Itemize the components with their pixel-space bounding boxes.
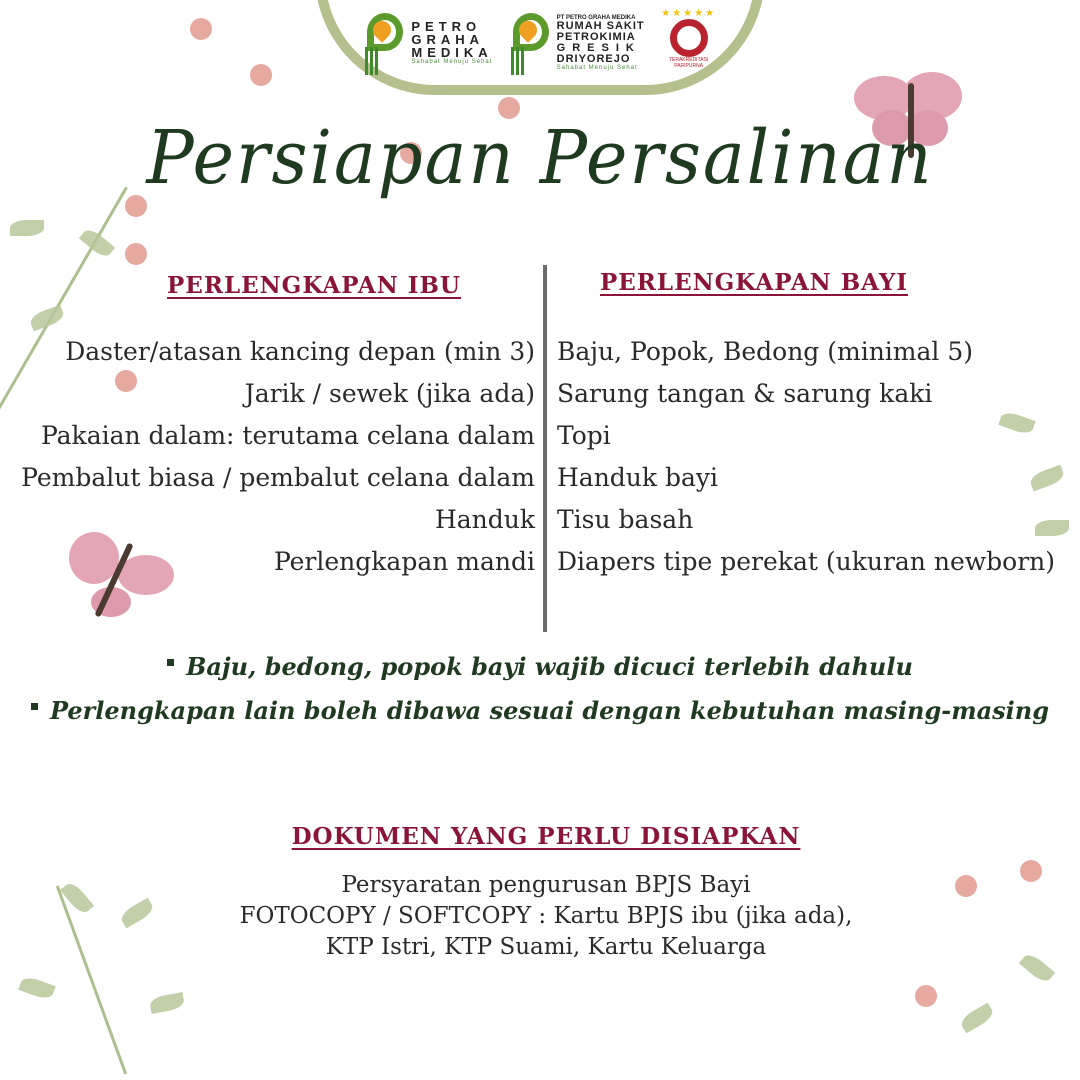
bullet-icon [167, 659, 174, 666]
logo-text: RUMAH SAKIT [556, 19, 645, 32]
logo-bar [325, 0, 755, 85]
accreditation-logo [659, 8, 719, 78]
list-item: Handuk [434, 505, 535, 534]
dokumen-line: Persyaratan pengurusan BPJS Bayi [341, 872, 751, 898]
list-item: Baju, Popok, Bedong (minimal 5) [557, 337, 974, 366]
leaf-decoration [10, 220, 44, 236]
pgm-mark-icon [361, 11, 405, 75]
note-text: Baju, bedong, popok bayi wajib dicuci terlebih dahulu [186, 652, 913, 681]
logo-tagline: Sahabat Menuju Sehat [556, 64, 638, 71]
logo-text: PT PETRO GRAHA MEDIKA [556, 14, 636, 21]
list-item: Pembalut biasa / pembalut celana dalam [21, 463, 535, 492]
logo-text: GRAHA [411, 32, 485, 47]
list-item: Handuk bayi [557, 463, 719, 492]
logo-text: DRIYOREJO [556, 52, 631, 65]
column-divider [543, 265, 547, 632]
berry-decoration [125, 243, 147, 265]
bayi-heading: PERLENGKAPAN BAYI [599, 269, 909, 296]
logo-text: GRESIK [556, 41, 641, 54]
logo-tagline: Sahabat Menuju Sehat [411, 59, 493, 65]
note-text: Perlengkapan lain boleh dibawa sesuai dengan kebutuhan masing-masing [49, 696, 1050, 725]
list-item: Topi [557, 421, 611, 450]
stars-icon: ★★★★★ [661, 7, 717, 19]
ibu-heading: PERLENGKAPAN IBU [167, 272, 461, 299]
rs-petrokimia-logo [507, 11, 645, 75]
logo-caption: TERAKREDITASI PARIPURNA [668, 56, 709, 69]
logo-text: MEDIKA [411, 45, 493, 60]
q-ring-icon [670, 19, 708, 57]
berry-decoration [915, 985, 937, 1007]
bullet-icon [31, 703, 38, 710]
bayi-list [557, 331, 1055, 583]
list-item: Tisu basah [557, 505, 694, 534]
list-item: Perlengkapan mandi [273, 547, 535, 576]
list-item: Daster/atasan kancing depan (min 3) [65, 337, 535, 366]
logo-text: PETROKIMIA [556, 30, 636, 43]
list-item: Diapers tipe perekat (ukuran newborn) [557, 547, 1056, 576]
dokumen-line: FOTOCOPY / SOFTCOPY : Kartu BPJS ibu (jika ada), [239, 903, 853, 929]
list-item: Jarik / sewek (jika ada) [244, 379, 535, 408]
ibu-list [21, 331, 535, 583]
petro-graha-medika-logo [361, 11, 492, 75]
berry-decoration [190, 18, 212, 40]
dokumen-line: KTP Istri, KTP Suami, Kartu Keluarga [325, 934, 767, 960]
leaf-decoration [149, 992, 185, 1014]
pgm-mark-icon [507, 11, 551, 75]
dokumen-heading: DOKUMEN YANG PERLU DISIAPKAN [291, 823, 801, 850]
berry-decoration [250, 64, 272, 86]
list-item: Pakaian dalam: terutama celana dalam [40, 421, 535, 450]
list-item: Sarung tangan & sarung kaki [557, 379, 933, 408]
note-item [0, 696, 1080, 725]
page-title: Persiapan Persalinan [146, 115, 934, 201]
note-item [0, 652, 1080, 681]
dokumen-list [0, 870, 1080, 963]
logo-text: PETRO [411, 19, 482, 34]
leaf-decoration [958, 1003, 995, 1034]
leaf-decoration [18, 975, 55, 1002]
